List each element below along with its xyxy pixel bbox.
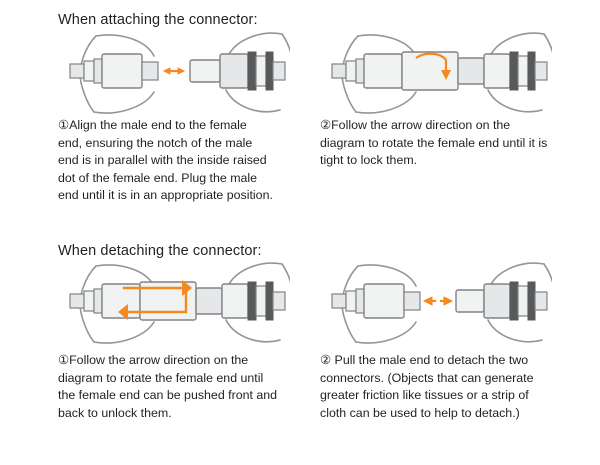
section-title-detach: When detaching the connector: xyxy=(58,243,262,259)
connector-rotate-lock-figure xyxy=(312,28,552,116)
double-horizontal-arrow-split xyxy=(424,297,452,305)
connector-rotate-unlock-figure xyxy=(50,258,290,346)
caption-attach-step-2: ②Follow the arrow direction on the diagram to rotate the female end until it is tight to lock them. xyxy=(320,118,548,168)
caption-detach-step-2: ② Pull the male end to detach the two connectors. (Objects that can generate greater friction like tissues or a strip of cloth can be used to help to detach.) xyxy=(320,353,534,420)
double-horizontal-arrow xyxy=(164,68,184,74)
section-title-attach: When attaching the connector: xyxy=(58,12,258,28)
caption-detach-step-1: ①Follow the arrow direction on the diagram to rotate the female end until the female end can be pushed front and back to unlock them. xyxy=(58,353,278,420)
connector-pull-apart-figure xyxy=(312,258,552,346)
caption-attach-step-1: ①Align the male end to the female end, ensuring the notch of the male end is in parallel with the inside raised dot of the female end. Plug the male end until it is in an appropriate position. xyxy=(58,118,273,203)
connector-align-figure xyxy=(50,28,290,116)
